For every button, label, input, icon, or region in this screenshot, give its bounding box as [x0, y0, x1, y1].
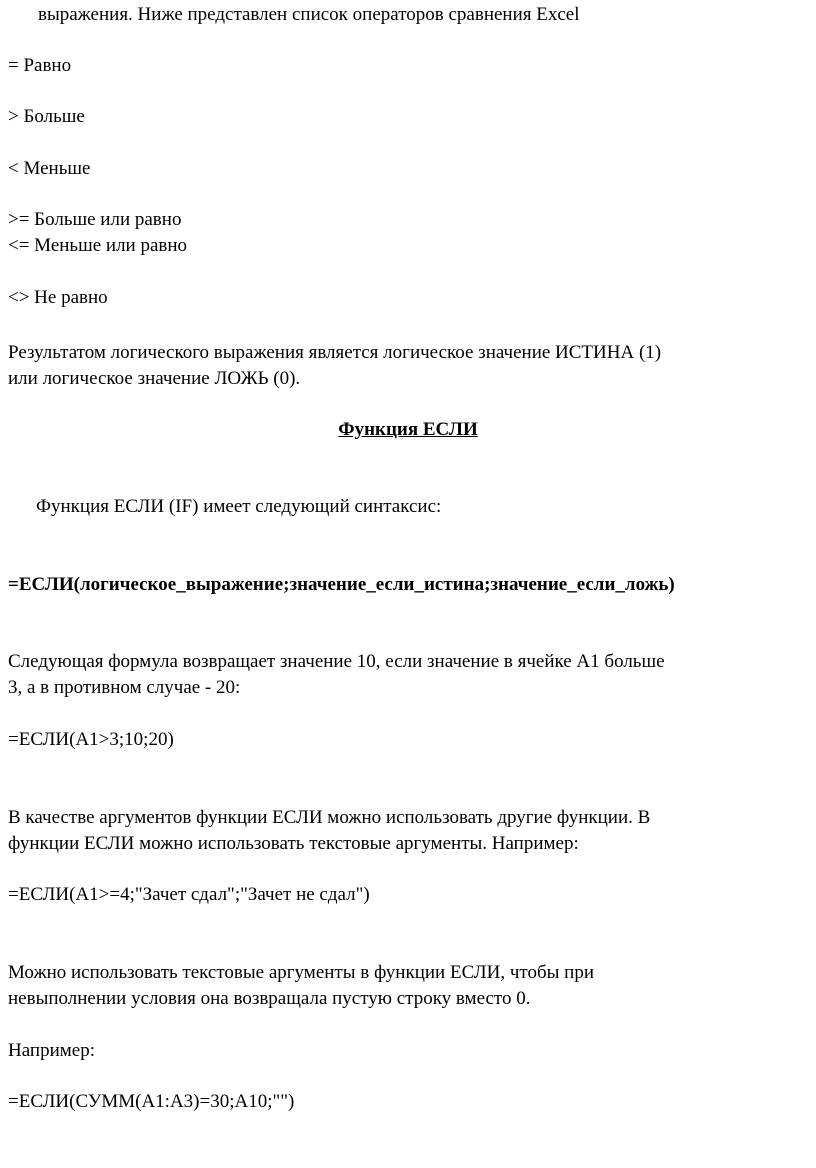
result-text-line-2: или логическое значение ЛОЖЬ (0).: [8, 368, 301, 389]
operator-equal: = Равно: [8, 55, 72, 76]
operator-not-equal: <> Не равно: [8, 287, 108, 308]
example3-formula: =ЕСЛИ(СУММ(A1:A3)=30;A10;""): [8, 1091, 295, 1112]
operator-greater: > Больше: [8, 106, 85, 127]
operator-greater-equal: >= Больше или равно: [8, 209, 182, 230]
example2-text-line-1: В качестве аргументов функции ЕСЛИ можно использовать другие функции. В: [8, 807, 651, 828]
example3-text-line-1: Можно использовать текстовые аргументы в функции ЕСЛИ, чтобы при: [8, 962, 595, 983]
example2-text-line-2: функции ЕСЛИ можно использовать текстовые аргументы. Например:: [8, 833, 579, 854]
example1-text-line-2: 3, а в противном случае - 20:: [8, 677, 241, 698]
operator-less: < Меньше: [8, 158, 91, 179]
example3-label: Например:: [8, 1040, 95, 1061]
example3-text-line-2: невыполнении условия она возвращала пустую строку вместо 0.: [8, 988, 531, 1009]
example1-text-line-1: Следующая формула возвращает значение 10, если значение в ячейке А1 больше: [8, 651, 665, 672]
intro-tail-text: выражения. Ниже представлен список операторов сравнения Excel: [38, 4, 580, 25]
example2-formula: =ЕСЛИ(A1>=4;"Зачет сдал";"Зачет не сдал"): [8, 884, 370, 905]
example1-formula: =ЕСЛИ(A1>3;10;20): [8, 729, 174, 750]
section-title: Функция ЕСЛИ: [338, 419, 478, 440]
result-text-line-1: Результатом логического выражения является логическое значение ИСТИНА (1): [8, 342, 662, 363]
operator-less-equal: <= Меньше или равно: [8, 235, 188, 256]
syntax-intro: Функция ЕСЛИ (IF) имеет следующий синтаксис:: [36, 496, 442, 517]
syntax-formula: =ЕСЛИ(логическое_выражение;значение_если_истина;значение_если_ложь): [8, 574, 675, 595]
